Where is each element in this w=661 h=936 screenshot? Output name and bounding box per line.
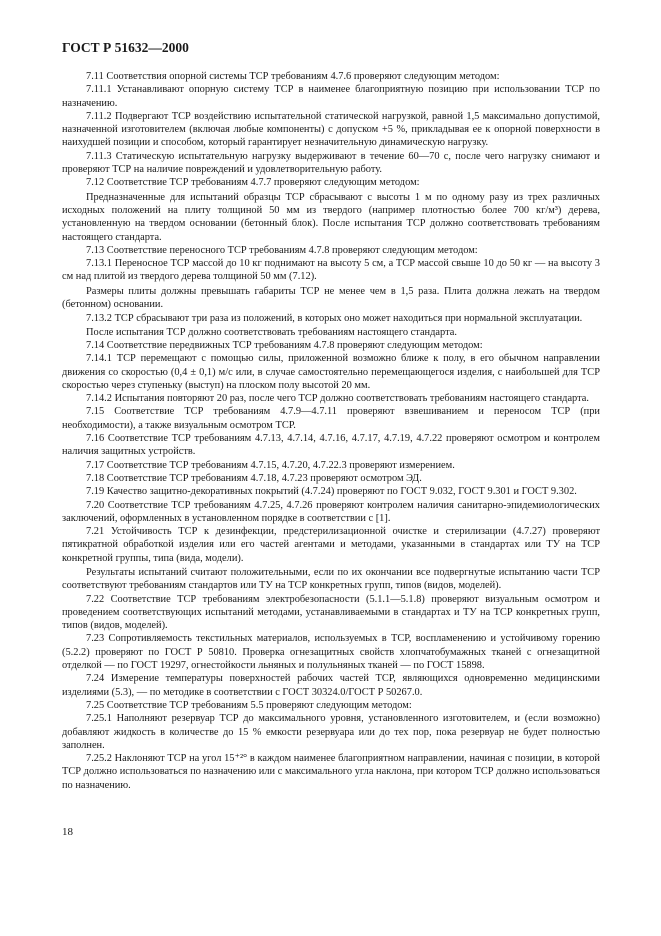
paragraph-7-19: 7.19 Качество защитно-декоративных покрытий (4.7.24) проверяют по ГОСТ 9.032, ГОСТ 9.301 и ГОСТ 9.302.	[86, 486, 577, 498]
standard-header: ГОСТ Р 51632—2000	[62, 40, 189, 55]
paragraph-7-20: 7.20 Соответствие ТСР требованиям 4.7.25, 4.7.26 проверяют контролем наличия санитарно-эпидемиологических заключений, оформленных в установленном порядке в соответствии с [1].	[62, 499, 600, 524]
paragraph-7-14-1: 7.14.1 ТСР перемещают с помощью силы, приложенной возможно ближе к полу, в его обычном направлении движения со скоростью (0,4 ± 0,1) м/с или, в случае самостоятельно перемещающегося изделия, с наибольшей для ТСР скоростью через ступеньку (выступ) на плоском полу высотой 20 мм.	[62, 353, 600, 391]
paragraph-7-13-2: 7.13.2 ТСР сбрасывают три раза из положений, в которых оно может находиться при нормальной эксплуатации.	[86, 313, 583, 325]
paragraph-7-13: 7.13 Соответствие переносного ТСР требованиям 4.7.8 проверяют следующим методом:	[86, 244, 478, 256]
paragraph-7-21-results: Результаты испытаний считают положительными, если по их окончании все подвергнутые испытанию части ТСР соответствуют требованиям стандартов или ТУ на ТСР конкретных групп, типов (видов, моделей).	[62, 566, 600, 592]
paragraph-7-25-1: 7.25.1 Наполняют резервуар ТСР до максимального уровня, установленного изготовителем, и (если возможно) добавляют жидкость в количестве до 15 % емкости резервуара или до тех пор, пока резервуар не будет полностью заполнен.	[62, 713, 600, 751]
paragraph-7-16: 7.16 Соответствие ТСР требованиям 4.7.13, 4.7.14, 4.7.16, 4.7.17, 4.7.19, 4.7.22 проверяют осмотром и контролем наличия защитных устройств.	[62, 433, 600, 458]
paragraph-7-11-3: 7.11.3 Статическую испытательную нагрузку выдерживают в течение 60—70 с, после чего нагрузку снимают и проверяют ТСР на наличие повреждений и удовлетворительную работу.	[62, 150, 600, 176]
paragraph-7-13-after: После испытания ТСР должно соответствовать требованиям настоящего стандарта.	[86, 326, 457, 338]
paragraph-7-15: 7.15 Соответствие ТСР требованиям 4.7.9—4.7.11 проверяют взвешиванием и переносом ТСР (при необходимости), а также визуальным осмотром ТСР.	[62, 406, 600, 431]
paragraph-7-25-2: 7.25.2 Наклоняют ТСР на угол 15⁺²° в каждом наименее благоприятном направлении, начиная с позиции, в которой ТСР должно использоваться по назначению или с максимального угла наклона, при котором ТСР должно использоваться по назначению.	[62, 753, 600, 791]
paragraph-7-11-1: 7.11.1 Устанавливают опорную систему ТСР в наименее благоприятную позицию при использовании ТСР по назначению.	[62, 84, 600, 109]
paragraph-7-18: 7.18 Соответствие ТСР требованиям 4.7.18, 4.7.23 проверяют осмотром ЭД.	[86, 472, 422, 484]
paragraph-7-22: 7.22 Соответствие ТСР требованиям электробезопасности (5.1.1—5.1.8) проверяют визуальным осмотром и проведением соответствующих испытаний методами, устанавливаемыми в стандартах и ТУ на ТСР конкретных групп, типов (видов, моделей).	[62, 593, 600, 632]
paragraph-7-11-2: 7.11.2 Подвергают ТСР воздействию испытательной статической нагрузкой, равной 1,5 максимально допустимой, назначенной изготовителем (включая любые компоненты) с допуском +5 %, прикладывая ее к опорной поверхности в наихудшей позиции и способом, который гарантирует незначительную динамическую нагрузку.	[62, 110, 600, 149]
paragraph-7-25: 7.25 Соответствие ТСР требованиям 5.5 проверяют следующим методом:	[86, 699, 412, 711]
document-body	[62, 70, 600, 792]
paragraph-7-11: 7.11 Соответствия опорной системы ТСР требованиям 4.7.6 проверяют следующим методом:	[86, 71, 500, 82]
paragraph-7-14-2: 7.14.2 Испытания повторяют 20 раз, после чего ТСР должно соответствовать требованиям настоящего стандарта.	[86, 393, 589, 405]
paragraph-7-21: 7.21 Устойчивость ТСР к дезинфекции, предстерилизационной очистке и стерилизации (4.7.27) проверяют пятикратной обработкой изделия или его частей агентами и методами, указанными в стандартах или ТУ на ТСР конкретной группы, типа (вида, модели).	[62, 526, 600, 564]
paragraph-7-17: 7.17 Соответствие ТСР требованиям 4.7.15, 4.7.20, 4.7.22.3 проверяют измерением.	[86, 459, 455, 471]
paragraph-7-13-1-note: Размеры плиты должны превышать габариты ТСР не менее чем в 1,5 раза. Плита должна лежать на твердом (бетонном) основании.	[62, 285, 600, 311]
paragraph-7-24: 7.24 Измерение температуры поверхностей рабочих частей ТСР, являющихся одновременно медицинскими изделиями (5.3), — по методике в соответствии с ГОСТ 30324.0/ГОСТ Р 50267.0.	[62, 673, 600, 698]
paragraph-7-13-1: 7.13.1 Переносное ТСР массой до 10 кг поднимают на высоту 5 см, а ТСР массой свыше 10 до 50 кг — на высоту 3 см над плитой из твердого дерева толщиной 50 мм (7.12).	[62, 258, 600, 283]
paragraph-7-23: 7.23 Сопротивляемость текстильных материалов, используемых в ТСР, воспламенению и устойчивому горению (5.2.2) проверяют по ГОСТ Р 50810. Проверка огнезащитных свойств хлопчатобумажных тканей с огнезащитной отделкой — по ГОСТ 19297, огнестойкости льняных и полульняных тканей — по ГОСТ 15898.	[62, 633, 600, 672]
paragraph-7-14: 7.14 Соответствие передвижных ТСР требованиям 4.7.8 проверяют следующим методом:	[86, 339, 483, 351]
paragraph-7-12: 7.12 Соответствие ТСР требованиям 4.7.7 проверяют следующим методом:	[86, 177, 420, 189]
paragraph-7-12-text: Предназначенные для испытаний образцы ТСР сбрасывают с высоты 1 м по одному разу из трех различных исходных положений на плиту толщиной 50 мм из твердого (например плотностью более 700 кг/м³) дерева, установленную на твердом основании (бетонный блок). После испытания ТСР должно соответствовать требованиям настоящего стандарта.	[62, 191, 600, 243]
page-number: 18	[62, 826, 73, 838]
